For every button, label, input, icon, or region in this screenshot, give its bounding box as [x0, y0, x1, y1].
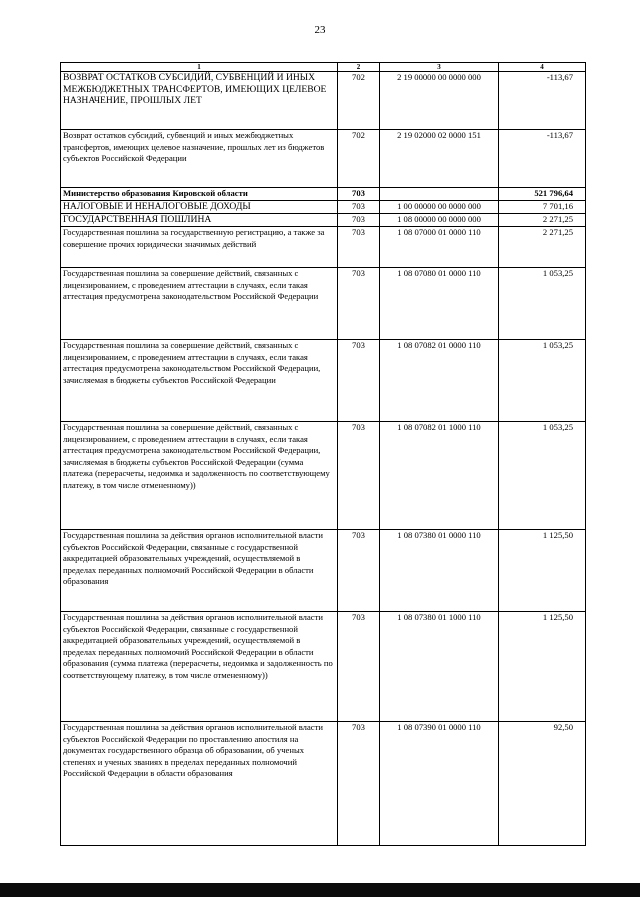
- row-sum: 1 053,25: [499, 268, 586, 340]
- table-row: [61, 188, 586, 201]
- row-sum: 2 271,25: [499, 214, 586, 227]
- table-row: [61, 72, 586, 130]
- row-kbk: 1 08 07380 01 0000 110: [380, 530, 499, 612]
- row-kbk: 2 19 00000 00 0000 000: [380, 72, 499, 130]
- table-row: [61, 612, 586, 722]
- row-sum: 2 271,25: [499, 227, 586, 268]
- column-number: 4: [499, 63, 586, 72]
- row-code: 703: [338, 530, 380, 612]
- table-row: [61, 227, 586, 268]
- row-sum: 7 701,16: [499, 201, 586, 214]
- row-kbk: 1 08 00000 00 0000 000: [380, 214, 499, 227]
- column-number-row: [61, 63, 586, 72]
- row-name: Государственная пошлина за действия органов исполнительной власти субъектов Российской Федерации по проставлению апостиля на документах государственного образца об образовании, об ученых степенях и ученых званиях в пределах переданных полномочий Российской Федерации в области образования: [61, 722, 338, 846]
- row-sum: 1 053,25: [499, 422, 586, 530]
- row-name: Возврат остатков субсидий, субвенций и иных межбюджетных трансфертов, имеющих целевое назначение, прошлых лет из бюджетов субъектов Российской Федерации: [61, 130, 338, 188]
- row-name: ГОСУДАРСТВЕННАЯ ПОШЛИНА: [61, 214, 338, 227]
- row-code: 703: [338, 268, 380, 340]
- scan-bottom-bar: [0, 883, 640, 897]
- table-row: [61, 130, 586, 188]
- table-row: [61, 214, 586, 227]
- row-name: НАЛОГОВЫЕ И НЕНАЛОГОВЫЕ ДОХОДЫ: [61, 201, 338, 214]
- row-kbk: 2 19 02000 02 0000 151: [380, 130, 499, 188]
- row-sum: -113,67: [499, 72, 586, 130]
- row-code: 703: [338, 201, 380, 214]
- table-row: [61, 530, 586, 612]
- row-code: 703: [338, 188, 380, 201]
- row-sum: 1 053,25: [499, 340, 586, 422]
- row-sum: 1 125,50: [499, 530, 586, 612]
- row-code: 703: [338, 214, 380, 227]
- row-name: Государственная пошлина за совершение действий, связанных с лицензированием, с проведением аттестации в случаях, если такая аттестация предусмотрена законодательством Российской Федерации, зачисляемая в бюджеты субъектов Российской Федерации (сумма платежа (перерасчеты, недоимка и задолженность по соответствующему платежу, в том числе отмененному)): [61, 422, 338, 530]
- row-name: ВОЗВРАТ ОСТАТКОВ СУБСИДИЙ, СУБВЕНЦИЙ И ИНЫХ МЕЖБЮДЖЕТНЫХ ТРАНСФЕРТОВ, ИМЕЮЩИХ ЦЕЛЕВОЕ НАЗНАЧЕНИЕ, ПРОШЛЫХ ЛЕТ: [61, 72, 338, 130]
- row-code: 703: [338, 340, 380, 422]
- row-code: 702: [338, 130, 380, 188]
- row-code: 703: [338, 722, 380, 846]
- row-code: 703: [338, 227, 380, 268]
- table-row: [61, 722, 586, 846]
- row-name: Государственная пошлина за совершение действий, связанных с лицензированием, с проведением аттестации в случаях, если такая аттестация предусмотрена законодательством Российской Федерации: [61, 268, 338, 340]
- table-row: [61, 422, 586, 530]
- row-kbk: 1 08 07000 01 0000 110: [380, 227, 499, 268]
- row-kbk: 1 08 07082 01 0000 110: [380, 340, 499, 422]
- column-number: 1: [61, 63, 338, 72]
- table-row: [61, 268, 586, 340]
- row-name: Государственная пошлина за совершение действий, связанных с лицензированием, с проведением аттестации в случаях, если такая аттестация предусмотрена законодательством Российской Федерации, зачисляемая в бюджеты субъектов Российской Федерации: [61, 340, 338, 422]
- row-name: Государственная пошлина за государственную регистрацию, а также за совершение прочих юридически значимых действий: [61, 227, 338, 268]
- row-code: 703: [338, 612, 380, 722]
- row-name: Министерство образования Кировской области: [61, 188, 338, 201]
- table-row: [61, 201, 586, 214]
- row-code: 703: [338, 422, 380, 530]
- column-number: 3: [380, 63, 499, 72]
- row-name: Государственная пошлина за действия органов исполнительной власти субъектов Российской Федерации, связанные с государственной аккредитацией образовательных учреждений, осуществляемой в пределах переданных полномочий Российской Федерации в области образования (сумма платежа (перерасчеты, недоимка и задолженность по соответствующему платежу, в том числе отмененному)): [61, 612, 338, 722]
- row-sum: 1 125,50: [499, 612, 586, 722]
- row-sum: 521 796,64: [499, 188, 586, 201]
- table-row: [61, 340, 586, 422]
- row-kbk: [380, 188, 499, 201]
- row-kbk: 1 08 07380 01 1000 110: [380, 612, 499, 722]
- row-name: Государственная пошлина за действия органов исполнительной власти субъектов Российской Федерации, связанные с государственной аккредитацией образовательных учреждений, осуществляемой в пределах переданных полномочий Российской Федерации в области образования: [61, 530, 338, 612]
- page-number: 23: [314, 24, 326, 36]
- row-kbk: 1 00 00000 00 0000 000: [380, 201, 499, 214]
- column-number: 2: [338, 63, 380, 72]
- row-kbk: 1 08 07390 01 0000 110: [380, 722, 499, 846]
- revenue-table: [60, 62, 586, 846]
- row-kbk: 1 08 07080 01 0000 110: [380, 268, 499, 340]
- row-sum: 92,50: [499, 722, 586, 846]
- row-sum: -113,67: [499, 130, 586, 188]
- row-kbk: 1 08 07082 01 1000 110: [380, 422, 499, 530]
- row-code: 702: [338, 72, 380, 130]
